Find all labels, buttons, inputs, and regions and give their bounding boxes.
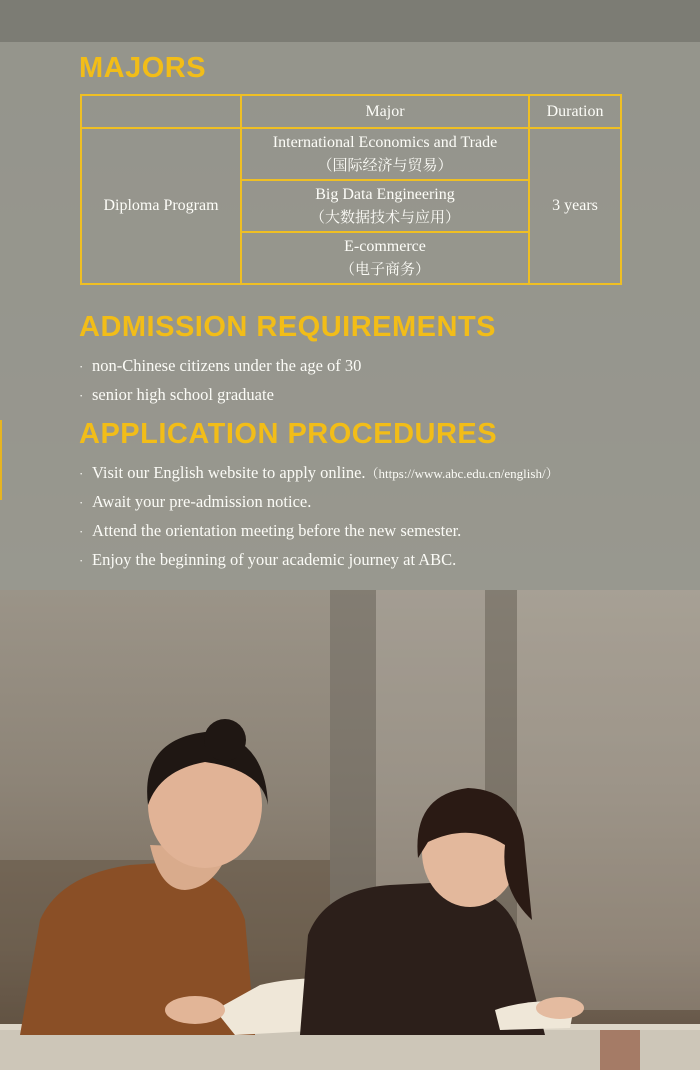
bullet: · (79, 524, 84, 539)
bullet: · (79, 553, 84, 568)
major-name-en: Big Data Engineering (315, 186, 455, 203)
major-name-zh: （电子商务） (339, 260, 430, 278)
students-reading-photo (0, 590, 700, 1070)
chair (600, 1030, 640, 1070)
major-name-zh: （国际经济与贸易） (317, 156, 453, 174)
procedure-text: Await your pre-admission notice. (92, 492, 312, 511)
bullet: · (79, 359, 84, 374)
table-header-row (81, 95, 621, 128)
major-cell (241, 232, 529, 284)
major-name-zh: （大数据技术与应用） (309, 208, 460, 226)
major-name-en: International Economics and Trade (272, 134, 498, 151)
list-item (79, 516, 559, 545)
bullet: · (79, 466, 84, 481)
major-name-en: E-commerce (344, 238, 426, 255)
admission-heading: ADMISSION REQUIREMENTS (79, 311, 497, 343)
procedure-text: Attend the orientation meeting before the new semester. (92, 521, 462, 540)
student-right-hand (536, 997, 584, 1019)
header-cell-major: Major (241, 95, 529, 128)
program-cell: Diploma Program (81, 128, 241, 284)
top-strip (0, 0, 700, 42)
edge-accent-line (0, 420, 2, 500)
majors-table (80, 94, 622, 285)
list-item (79, 458, 559, 487)
list-item (79, 487, 559, 516)
table-row (81, 128, 621, 180)
header-cell-duration: Duration (529, 95, 621, 128)
bullet: · (79, 495, 84, 510)
application-heading: APPLICATION PROCEDURES (79, 418, 498, 450)
website-link[interactable]: （https://www.abc.edu.cn/english/） (365, 466, 559, 481)
admission-requirements-list (79, 351, 361, 409)
application-procedures-list (79, 458, 559, 574)
major-cell (241, 128, 529, 180)
bullet: · (79, 388, 84, 403)
student-left-hand (165, 996, 225, 1024)
major-cell (241, 180, 529, 232)
list-item (79, 380, 361, 409)
student-left-hair-bun (204, 719, 246, 761)
header-cell-empty (81, 95, 241, 128)
list-item (79, 545, 559, 574)
duration-cell: 3 years (529, 128, 621, 284)
list-item (79, 351, 361, 380)
photo-illustration (0, 590, 700, 1070)
window-light (517, 590, 700, 1010)
requirement-text: senior high school graduate (92, 385, 274, 404)
procedure-text: Visit our English website to apply online. (92, 463, 366, 482)
requirement-text: non-Chinese citizens under the age of 30 (92, 356, 362, 375)
procedure-text: Enjoy the beginning of your academic journey at ABC. (92, 550, 457, 569)
majors-heading: MAJORS (79, 52, 207, 84)
